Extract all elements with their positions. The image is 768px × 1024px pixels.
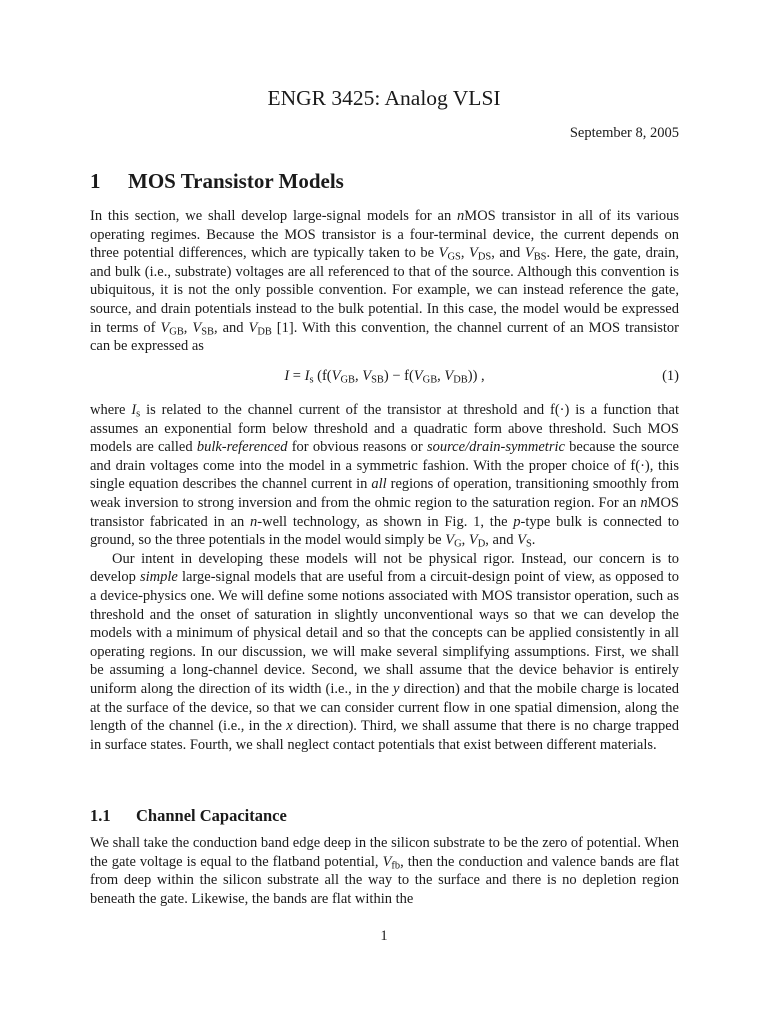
paragraph-capacitance [90,834,679,908]
page-number: 1 [380,928,388,944]
paragraph-capacitance-text: We shall take the conduction band edge deep in the silicon substrate to be the zero of potential. When the gate voltage is equal to the flatband potential, $V_{fb}$, then the conduction and valence bands are flat from deep within the silicon substrate all the way to the surface and there is no depletion region beneath the gate. Likewise, the bands are flat within the [90,835,679,907]
paragraph-assumptions-text: Our intent in developing these models will not be physical rigor. Instead, our concern is to develop simple large-signal models that are useful from a circuit-design point of view, as opposed to a device-physics one. We will define some notions associated with MOS transistor operation, such as threshold and the onset of saturation in slightly unconventional ways so that we can develop the models with a minimum of physical detail and so that the concepts can be applied consistently in all operating regions. In our discussion, we will make several simplifying assumptions. First, we shall be assuming a long-channel device. Second, we shall assume that the device behavior is entirely uniform along the direction of its width (i.e., in the y direction) and that the mobile charge is located at the surface of the device, so that we can consider current flow in one spatial dimension, along the length of the channel (i.e., in the x direction). Third, we shall assume that there is no charge trapped in surface states. Fourth, we shall neglect contact potentials that exist between different materials. [90,550,680,753]
equation-expression: $I = I_s$ ($f(V_{GB}$, $V_{SB}) - f(V_{GB}$, $V_{DB}$)) , [284,368,485,386]
paragraph-models-text: where $I_s$ is related to the channel current of the transistor at threshold and f(·) is a function that assumes an exponential form below threshold and a quadratic form above threshold. Such MOS models are called bulk-referenced for obvious reasons or source/drain-symmetric because the source and drain voltages come into the model in a symmetric fashion. With the proper choice of f(·), this single equation describes the channel current in all regions of operation, transitioning smoothly from weak inversion to strong inversion and from the ohmic region to the saturation region. For an nMOS transistor fabricated in an n-well technology, as shown in Fig. 1, the p-type bulk is connected to ground, so the three potentials in the model would simply be $V_G$, $V_D$, and $V_S$. [90,402,680,550]
paragraph-models [90,401,679,754]
paragraph-intro [90,207,679,356]
document-title: ENGR 3425: Analog VLSI [267,86,501,110]
paragraph-intro-text: In this section, we shall develop large-signal models for an nMOS transistor in all of its various operating regimes. Because the MOS transistor is a four-terminal device, the current depends on three potential differences, which are typically taken to be $V_{GS}$, $V_{DS}$, and $V_{BS}$. Here, the gate, drain, and bulk (i.e., substrate) voltages are all referenced to that of the source. Although this convention is ubiquitous, it is not the only possible convention. For example, we can instead reference the gate, source, and drain potentials instead to the bulk potential. In this case, the model would be expressed in terms of $V_{GB}$, $V_{SB}$, and $V_{DB}$ [1]. With this convention, the channel current of an MOS transistor can be expressed as [90,208,680,355]
subsection-number: 1.1 [90,806,111,825]
section-heading [90,169,344,194]
subsection-title: Channel Capacitance [136,806,287,825]
subsection-heading [90,806,287,826]
section-title: MOS Transistor Models [128,169,344,193]
document-date: September 8, 2005 [569,125,679,141]
equation-1 [90,368,679,388]
section-number: 1 [90,169,101,193]
equation-number: (1) [662,368,679,384]
